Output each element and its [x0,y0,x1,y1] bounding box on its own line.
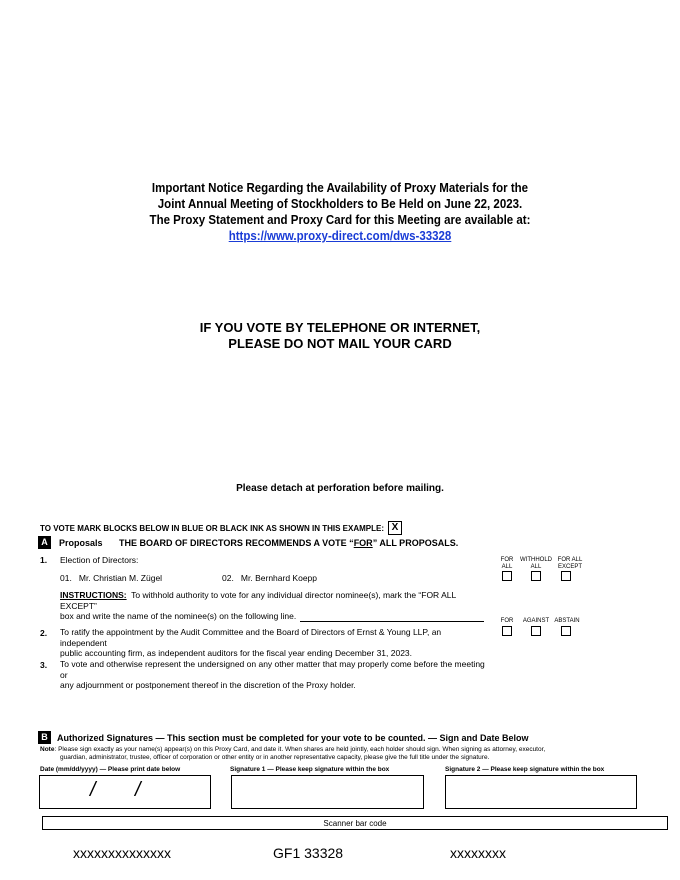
proxy-materials-link[interactable]: https://www.proxy-direct.com/dws-33328 [228,229,452,243]
meeting-notice [27,180,653,244]
telephone-notice [0,320,680,352]
col-abstain: ABSTAIN [554,618,580,624]
notice-line-3: The Proxy Statement and Proxy Card for this Meeting are available at: [149,213,531,227]
notice-line-1: Important Notice Regarding the Availability of Proxy Materials for the [151,181,529,195]
signature-2-label: Signature 2 — Please keep signature within the box [445,766,605,773]
proposal-2-abstain-checkbox[interactable] [561,626,571,636]
col-against: AGAINST [522,618,550,624]
section-b-title: Authorized Signatures — This section must be completed for your vote to be counted. — Sign and Date Below [57,732,529,743]
footer-left-code: xxxxxxxxxxxxxx [73,845,171,861]
section-b-header [38,731,529,744]
signature-1-label: Signature 1 — Please keep signature within the box [230,766,390,773]
col-withhold-all: WITHHOLD ALL [520,557,552,570]
for-all-checkbox[interactable] [502,571,512,581]
date-slash-1: / [90,779,96,801]
for-all-except-checkbox[interactable] [561,571,571,581]
col-for-all-except: FOR ALL EXCEPT [557,557,583,570]
date-box[interactable] [39,775,211,809]
date-slash-2: / [135,779,141,801]
proposal-1-number: 1. [40,555,48,565]
proposal-3-number: 3. [40,660,48,670]
nominee-01: 01. Mr. Christian M. Zügel [60,573,163,583]
section-a-header [38,536,458,549]
date-label: Date (mm/dd/yyyy) — Please print date below [40,766,181,773]
nominee-write-in-line[interactable] [300,621,484,622]
board-recommendation: THE BOARD OF DIRECTORS RECOMMENDS A VOTE “FOR” ALL PROPOSALS. [119,537,459,548]
footer-center-code: GF1 33328 [273,845,344,861]
proposal-3-text: To vote and otherwise represent the undersigned on any other matter that may properly come before the meeting or any adjournment or postponement thereof in the discretion of the Proxy holder. [60,659,485,690]
proposal-1-title: Election of Directors: [60,555,139,565]
section-a-letter: A [38,536,51,549]
example-mark-box: X [388,521,402,535]
notice-line-2: Joint Annual Meeting of Stockholders to Be Held on June 22, 2023. [157,197,523,211]
detach-instruction: Please detach at perforation before mailing. [236,483,444,494]
withhold-instructions: INSTRUCTIONS: To withhold authority to vote for any individual director nominee(s), mark the “FOR ALL EXCEPT” box and write the name of the nominee(s) on the following line. [60,590,490,622]
mark-instruction-text: TO VOTE MARK BLOCKS BELOW IN BLUE OR BLACK INK AS SHOWN IN THIS EXAMPLE: [40,523,384,533]
proposal-2-against-checkbox[interactable] [531,626,541,636]
signature-1-box[interactable] [231,775,424,809]
signature-2-box[interactable] [445,775,637,809]
telephone-line-1: IF YOU VOTE BY TELEPHONE OR INTERNET, [199,320,481,335]
withhold-all-checkbox[interactable] [531,571,541,581]
telephone-line-2: PLEASE DO NOT MAIL YOUR CARD [228,336,452,351]
section-a-label: Proposals [59,537,103,548]
col-for: FOR [500,618,514,624]
mark-instruction [40,521,402,535]
footer-right-code: xxxxxxxx [450,845,506,861]
signature-note: Note: Please sign exactly as your name(s) appear(s) on this Proxy Card, and date it. When shares are held jointly, each holder should sign. When signing as attorney, executor, guardian, administrator, trustee, officer of corporation or other entity or in another representative capacity, please give the full title under the signature. [40,746,546,761]
nominee-02: 02. Mr. Bernhard Koepp [222,573,317,583]
scanner-bar-code: Scanner bar code [42,816,668,830]
proposal-2-number: 2. [40,628,48,638]
proposal-2-text: To ratify the appointment by the Audit Committee and the Board of Directors of Ernst & Young LLP, an independent public accounting firm, as independent auditors for the fiscal year ending December 31, 2023. [60,627,442,658]
col-for-all: FOR ALL [500,557,514,570]
proposal-2-for-checkbox[interactable] [502,626,512,636]
section-b-letter: B [38,731,51,744]
